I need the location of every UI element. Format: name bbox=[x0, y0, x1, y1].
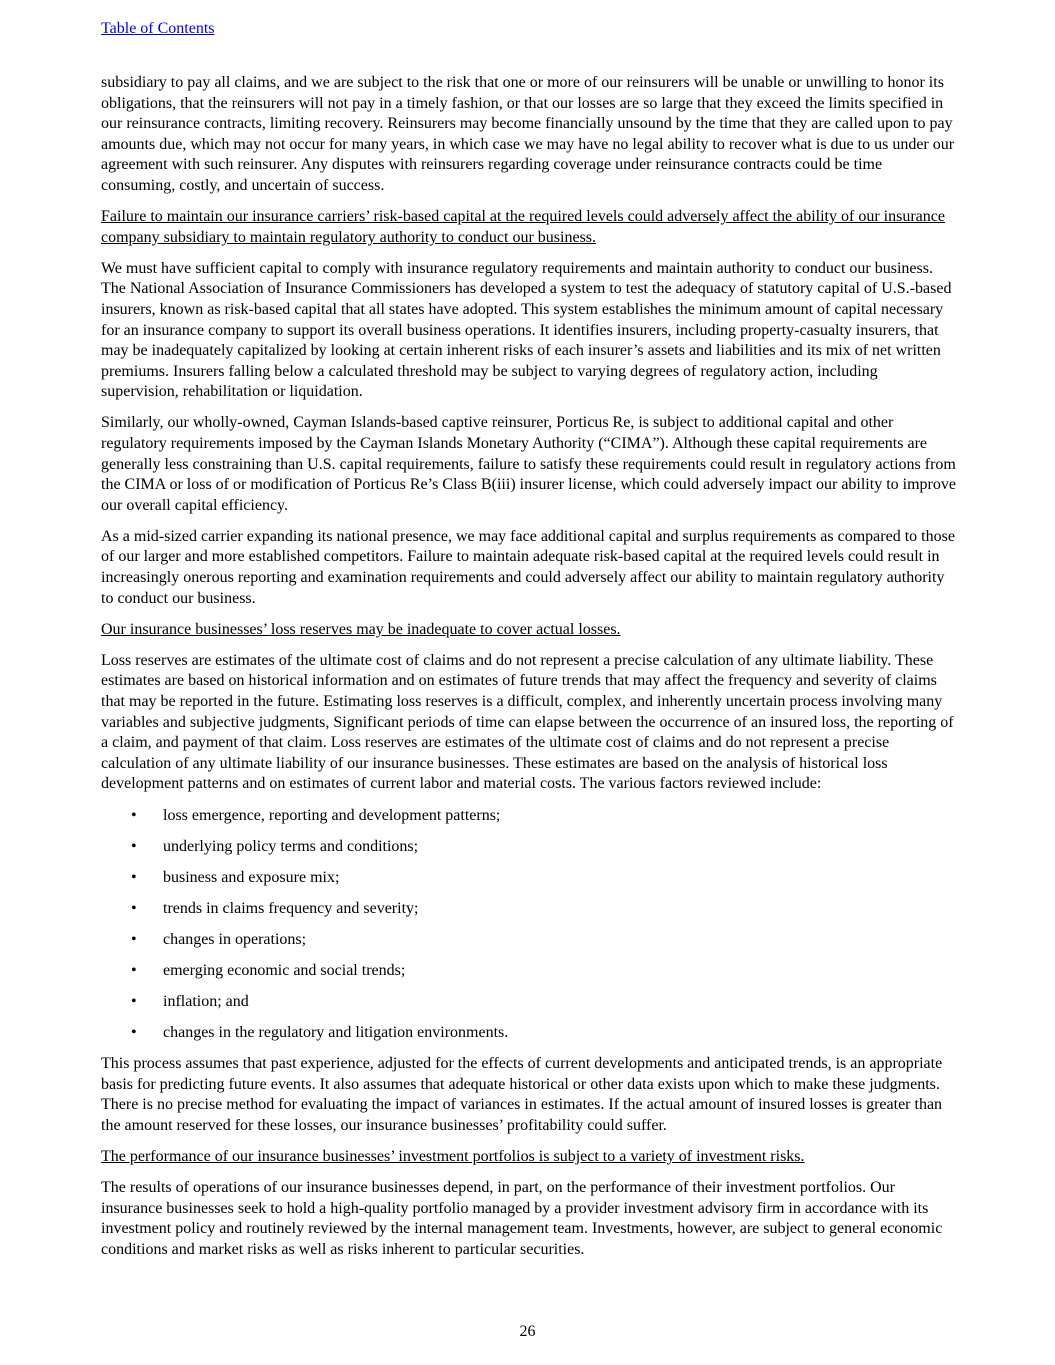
list-item-text: changes in the regulatory and litigation environments. bbox=[163, 1024, 509, 1042]
paragraph-loss-reserves: Loss reserves are estimates of the ultimate cost of claims and do not represent a precise calculation of any ultimate liability. These estimates are based on historical information and on estimates of future trends that may affect the frequency and severity of claims that may be reported in the future. Estimating loss reserves is a difficult, complex, and inherently uncertain process involving many variables and subjective judgments, Significant periods of time can elapse between the occurrence of an insured loss, the reporting of a claim, and payment of that claim. Loss reserves are estimates of the ultimate cost of claims and do not represent a precise calculation of any ultimate liability of our insurance businesses. These estimates are based on the analysis of historical loss development patterns and on estimates of current labor and material costs. The various factors reviewed include: bbox=[101, 651, 954, 793]
heading-loss-reserves: Our insurance businesses’ loss reserves may be inadequate to cover actual losses. bbox=[101, 620, 621, 638]
bullet-marker: • bbox=[131, 899, 137, 917]
paragraph-cayman-reinsurer: Similarly, our wholly-owned, Cayman Islands-based captive reinsurer, Porticus Re, is subject to additional capital and other regulatory requirements imposed by the Cayman Islands Monetary Authority (“CIMA”). Although these capital requirements are generally less constraining than U.S. capital requirements, failure to satisfy these requirements could result in regulatory actions from the CIMA or loss of or modification of Porticus Re’s Class B(iii) insurer license, which could adversely impact our ability to improve our overall capital efficiency. bbox=[101, 414, 956, 514]
list-item bbox=[101, 930, 957, 951]
list-item-text: business and exposure mix; bbox=[163, 868, 340, 886]
bullet-marker: • bbox=[131, 837, 137, 855]
table-of-contents-link[interactable]: Table of Contents bbox=[101, 20, 215, 37]
list-item-text: emerging economic and social trends; bbox=[163, 961, 406, 979]
paragraph-capital-requirements: We must have sufficient capital to comply with insurance regulatory requirements and maintain authority to conduct our business. The National Association of Insurance Commissioners has developed a system to test the adequacy of statutory capital of U.S.-based insurers, known as risk-based capital that all states have adopted. This system establishes the minimum amount of capital necessary for an insurance company to support its overall business operations. It identifies insurers, including property-casualty insurers, that may be inadequately capitalized by looking at certain inherent risks of each insurer’s assets and liabilities and its mix of net written premiums. Insurers falling below a calculated threshold may be subject to varying degrees of regulatory action, including supervision, rehabilitation or liquidation. bbox=[101, 259, 952, 401]
heading-risk-based-capital: Failure to maintain our insurance carriers’ risk-based capital at the required levels could adversely affect the ability of our insurance company subsidiary to maintain regulatory authority to conduct our business. bbox=[101, 208, 945, 246]
list-item bbox=[101, 837, 957, 858]
list-item bbox=[101, 961, 957, 982]
page-number: 26 bbox=[519, 1323, 536, 1340]
list-item-text: trends in claims frequency and severity; bbox=[163, 899, 419, 917]
paragraph-investment-portfolios: The results of operations of our insurance businesses depend, in part, on the performance of their investment portfolios. Our insurance businesses seek to hold a high-quality portfolio managed by a provider investment advisory firm in accordance with its investment policy and routinely reviewed by the internal management team. Investments, however, are subject to general economic conditions and market risks as well as risks inherent to particular securities. bbox=[101, 1179, 943, 1258]
list-item-text: inflation; and bbox=[163, 993, 249, 1011]
factors-list bbox=[101, 806, 957, 1044]
bullet-marker: • bbox=[131, 806, 137, 824]
paragraph-reinsurance-risk: subsidiary to pay all claims, and we are subject to the risk that one or more of our reinsurers will be unable or unwilling to honor its obligations, that the reinsurers will not pay in a timely fashion, or that our losses are so large that they exceed the limits specified in our reinsurance contracts, limiting recovery. Reinsurers may become financially unsound by the time that they are called upon to pay amounts due, which may not occur for many years, in which case we may have no legal ability to recover what is due to us under our agreement with such reinsurer. Any disputes with reinsurers regarding coverage under reinsurance contracts could be time consuming, costly, and uncertain of success. bbox=[101, 74, 955, 194]
bullet-marker: • bbox=[131, 868, 137, 886]
paragraph-process-assumptions: This process assumes that past experience, adjusted for the effects of current developments and anticipated trends, is an appropriate basis for predicting future events. It also assumes that adequate historical or other data exists upon which to make these judgments. There is no precise method for evaluating the impact of variances in estimates. If the actual amount of insured losses is greater than the amount reserved for these losses, our insurance businesses’ profitability could suffer. bbox=[101, 1055, 943, 1135]
list-item-text: loss emergence, reporting and development patterns; bbox=[163, 806, 501, 824]
bullet-marker: • bbox=[131, 1024, 137, 1042]
heading-investment-risks: The performance of our insurance businesses’ investment portfolios is subject to a variety of investment risks. bbox=[101, 1148, 805, 1166]
bullet-marker: • bbox=[131, 930, 137, 948]
paragraph-mid-sized-carrier: As a mid-sized carrier expanding its national presence, we may face additional capital and surplus requirements as compared to those of our larger and more established competitors. Failure to maintain adequate risk-based capital at the required levels could result in increasingly onerous reporting and examination requirements and could adversely affect our ability to maintain regulatory authority to conduct our business. bbox=[101, 527, 955, 607]
list-item bbox=[101, 1023, 957, 1044]
list-item bbox=[101, 899, 957, 920]
bullet-marker: • bbox=[131, 961, 137, 979]
list-item bbox=[101, 992, 957, 1013]
list-item bbox=[101, 868, 957, 889]
list-item bbox=[101, 806, 957, 827]
document-body bbox=[101, 73, 957, 1271]
list-item-text: underlying policy terms and conditions; bbox=[163, 837, 419, 855]
list-item-text: changes in operations; bbox=[163, 930, 307, 948]
bullet-marker: • bbox=[131, 993, 137, 1011]
